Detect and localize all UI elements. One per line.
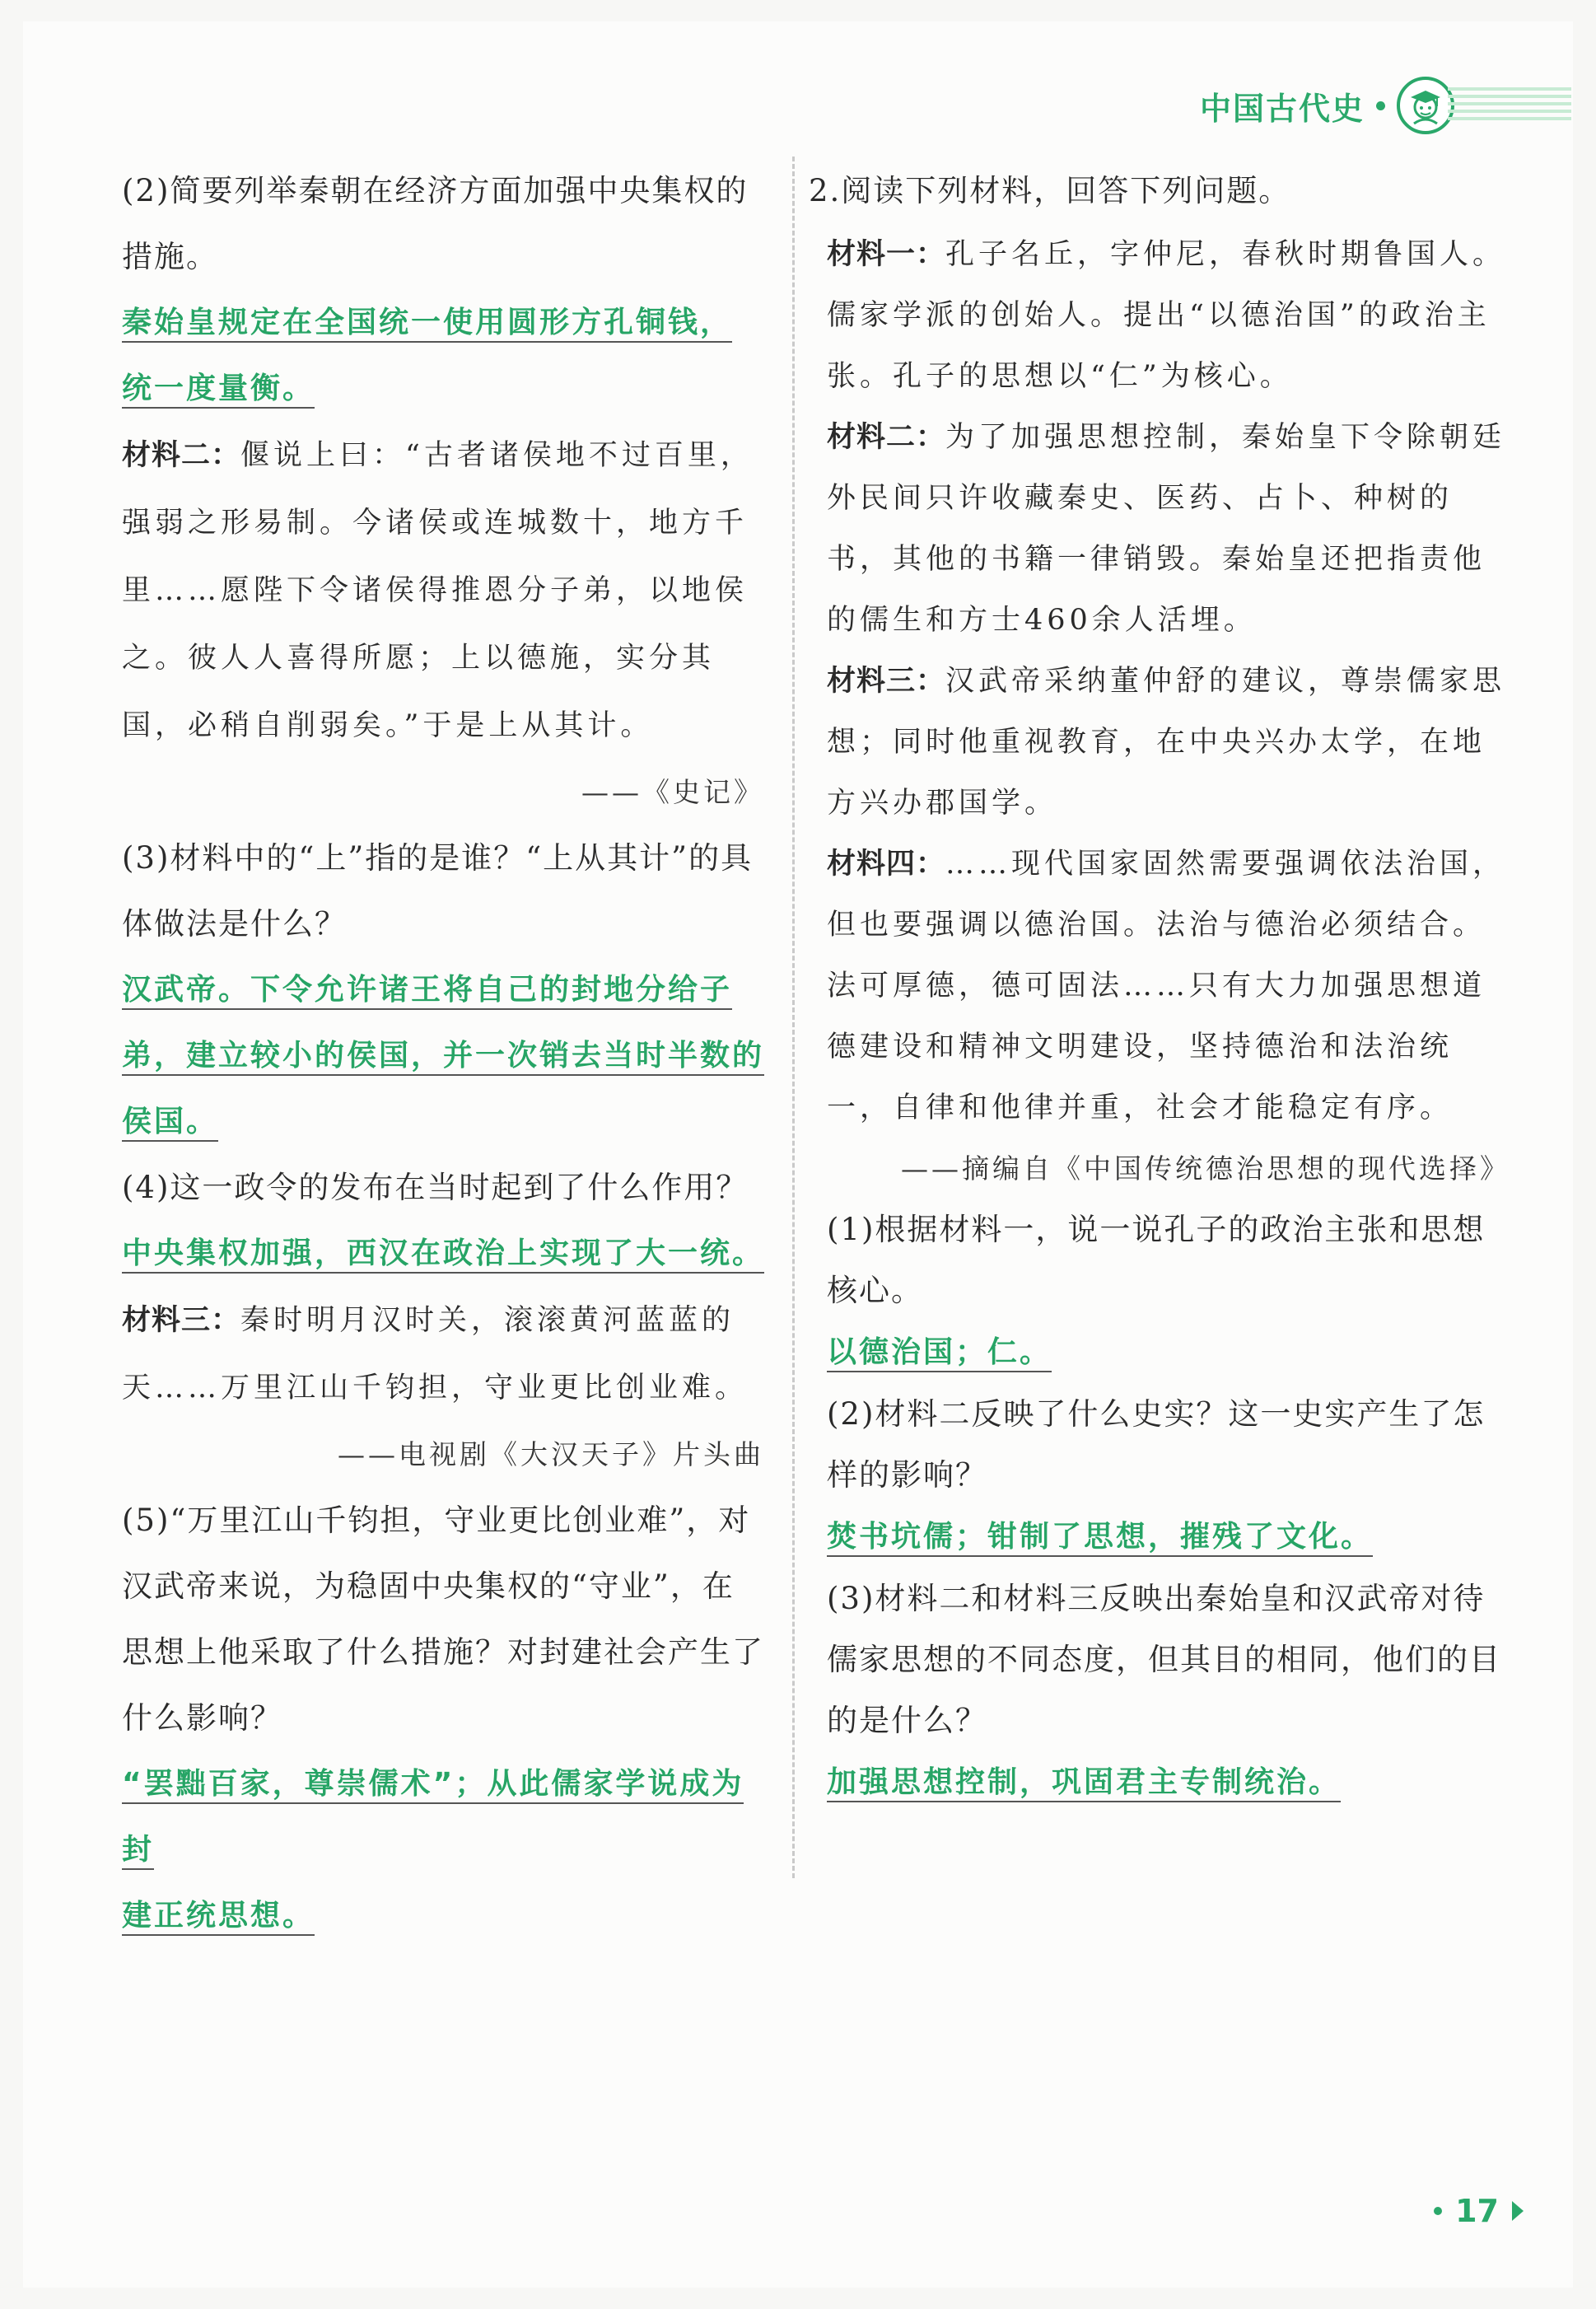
r-answer-1-line: 以德治国；仁。 <box>827 1335 1052 1372</box>
scholar-icon <box>1397 77 1454 134</box>
question-4: (4)这一政令的发布在当时起到了什么作用？ <box>122 1170 749 1205</box>
question-2: (2)简要列举秦朝在经济方面加强中央集权的措施。 <box>122 173 749 274</box>
material-2-text: 偃说上曰：“古者诸侯地不过百里，强弱之形易制。今诸侯或连城数十，地方千里……愿陛下令诸侯得推恩分子弟，以地侯之。彼人人喜得所愿；上以德施，实分其国，必稍自削弱矣。”于是上从其计。 <box>122 439 754 742</box>
page-number-block <box>1434 2193 1524 2229</box>
material-2-label: 材料二： <box>122 439 241 472</box>
r-material-1-label: 材料一： <box>827 238 946 271</box>
r-material-4-source: ——摘编自《中国传统德治思想的现代选择》 <box>901 1152 1510 1185</box>
answer-5 <box>122 1751 764 1949</box>
header-decoration-lines <box>1448 87 1571 124</box>
answer-4-line: 中央集权加强，西汉在政治上实现了大一统。 <box>122 1236 764 1274</box>
r-material-2-text: 为了加强思想控制，秦始皇下令除朝廷外民间只许收藏秦史、医药、占卜、种树的书，其他的书籍一律销毁。秦始皇还把指责他的儒生和方士460余人活埋。 <box>827 421 1506 637</box>
next-arrow-icon <box>1512 2201 1524 2221</box>
r-material-3 <box>827 651 1510 834</box>
r-material-4-label: 材料四： <box>827 848 946 881</box>
r-answer-2 <box>827 1506 1510 1568</box>
material-3-text: 秦时明月汉时关，滚滚黄河蓝蓝的天……万里江山千钧担，守业更比创业难。 <box>122 1304 749 1405</box>
r-question-1: (1)根据材料一，说一说孔子的政治主张和思想核心。 <box>827 1212 1486 1308</box>
answer-4 <box>122 1221 764 1287</box>
material-3-label: 材料三： <box>122 1304 241 1337</box>
r-material-4-text: ……现代国家固然需要强调依法治国，但也要强调以德治国。法治与德治必须结合。法可厚德，德可固法……只有大力加强思想道德建设和精神文明建设，坚持德治和法治统一，自律和他律并重，社会才能稳定有序。 <box>827 848 1506 1124</box>
page-header <box>1200 72 1571 138</box>
answer-2 <box>122 290 764 422</box>
left-column <box>122 158 764 1949</box>
r-material-3-text: 汉武帝采纳董仲舒的建议，尊崇儒家思想；同时他重视教育，在中央兴办太学，在地方兴办郡国学。 <box>827 665 1506 820</box>
r-answer-3-line: 加强思想控制，巩固君主专制统治。 <box>827 1765 1341 1802</box>
r-material-1 <box>827 224 1510 407</box>
material-3-source: ——电视剧《大汉天子》片头曲 <box>338 1438 764 1470</box>
r-material-3-label: 材料三： <box>827 665 946 698</box>
right-column <box>809 158 1510 1814</box>
answer-5-line-2: 建正统思想。 <box>122 1899 315 1936</box>
page-number-dot <box>1434 2207 1442 2215</box>
material-3 <box>122 1287 764 1422</box>
answer-3 <box>122 957 764 1155</box>
page-number: 17 <box>1455 2193 1499 2229</box>
r-material-2-label: 材料二： <box>827 421 946 454</box>
column-divider <box>792 157 795 1878</box>
r-answer-3 <box>827 1751 1510 1814</box>
answer-5-line-1: “罢黜百家，尊崇儒术”；从此儒家学说成为封 <box>122 1767 744 1870</box>
r-material-1-text: 孔子名丘，字仲尼，春秋时期鲁国人。儒家学派的创始人。提出“以德治国”的政治主张。孔子的思想以“仁”为核心。 <box>827 238 1506 393</box>
r-answer-1 <box>827 1321 1510 1384</box>
r-question-3: (3)材料二和材料三反映出秦始皇和汉武帝对待儒家思想的不同态度，但其目的相同，他们的目的是什么？ <box>827 1581 1501 1738</box>
answer-3-line-1: 汉武帝。下令允许诸王将自己的封地分给子 <box>122 973 732 1010</box>
r-material-4 <box>827 834 1510 1138</box>
r-answer-2-line: 焚书坑儒；钳制了思想，摧残了文化。 <box>827 1520 1373 1557</box>
r-question-2: (2)材料二反映了什么史实？这一史实产生了怎样的影响？ <box>827 1396 1486 1493</box>
question-3: (3)材料中的“上”指的是谁？“上从其计”的具体做法是什么？ <box>122 840 754 942</box>
r-material-2 <box>827 407 1510 651</box>
answer-2-line-1: 秦始皇规定在全国统一使用圆形方孔铜钱， <box>122 306 732 343</box>
answer-2-line-2: 统一度量衡。 <box>122 372 315 409</box>
question-5: (5)“万里江山千钧担，守业更比创业难”，对汉武帝来说，为稳固中央集权的“守业”，在思想上他采取了什么措施？对封建社会产生了什么影响？ <box>122 1503 764 1736</box>
answer-3-line-3: 侯国。 <box>122 1105 218 1142</box>
section-title: 中国古代史 <box>1199 90 1365 127</box>
material-2 <box>122 422 764 760</box>
material-2-source: ——《史记》 <box>581 776 764 808</box>
exercise-2-heading: 2.阅读下列材料，回答下列问题。 <box>809 173 1291 208</box>
answer-3-line-2: 弟，建立较小的侯国，并一次销去当时半数的 <box>122 1039 764 1076</box>
header-dot <box>1376 101 1385 110</box>
